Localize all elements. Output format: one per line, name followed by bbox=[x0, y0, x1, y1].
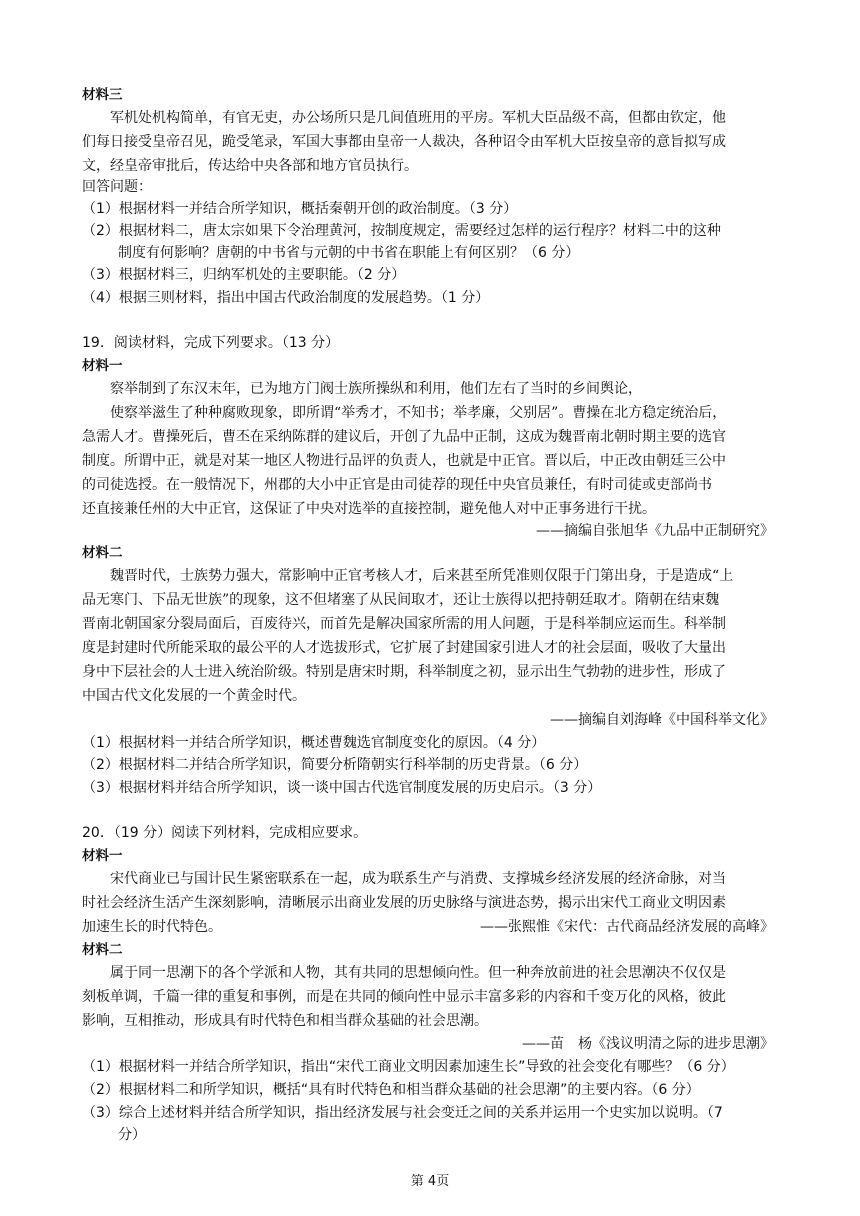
q19-material-1-line: 制度。所谓中正，就是对某一地区人物进行品评的负责人，也就是中正官。晋以后，中正改由朝廷三公中 bbox=[82, 453, 726, 469]
q20-material-1-label: 材料一 bbox=[82, 848, 123, 864]
material-3-paragraph-line: 文，经皇帝审批后，传达给中央各部和地方官员执行。 bbox=[82, 158, 418, 174]
q19-material-1-label: 材料一 bbox=[82, 358, 123, 374]
question-item: （2）根据材料二和所学知识，概括“具有时代特色和相当群众基础的社会思潮”的主要内容。（6 分） bbox=[82, 1082, 700, 1098]
question-item: （1）根据材料一并结合所学知识，概括秦朝开创的政治制度。（3 分） bbox=[82, 201, 518, 217]
question-item: （2）根据材料二并结合所学知识，简要分析隋朝实行科举制的历史背景。（6 分） bbox=[82, 757, 588, 773]
question-item: （1）根据材料一并结合所学知识，指出“宋代工商业文明因素加速生长”导致的社会变化有哪些？（6 分） bbox=[82, 1059, 735, 1075]
q20-material-1-source: ——张熙惟《宋代：古代商品经济发展的高峰》 bbox=[480, 919, 774, 935]
q20-material-1-line: 宋代商业已与国计民生紧密联系在一起，成为联系生产与消费、支撑城乡经济发展的经济命脉，对当 bbox=[110, 871, 726, 887]
q19-material-2-source: ——摘编自刘海峰《中国科举文化》 bbox=[550, 712, 774, 728]
q20-material-2-source: ——苗 杨《浅议明清之际的进步思潮》 bbox=[522, 1036, 774, 1052]
question-item-continuation: 分） bbox=[118, 1127, 146, 1143]
question-20-title: 20．（19 分）阅读下列材料，完成相应要求。 bbox=[82, 825, 368, 841]
q19-material-2-line: 晋南北朝国家分裂局面后，百废待兴，而首先是解决国家所需的用人问题，于是科举制应运而生。科举制 bbox=[82, 616, 726, 632]
q19-material-1-line: 还直接兼任州的大中正官，这保证了中央对选举的直接控制，避免他人对中正事务进行干扰。 bbox=[82, 501, 656, 517]
q19-material-1-line: 使察举滋生了种种腐败现象，即所谓“举秀才，不知书；举孝廉，父别居”。曹操在北方稳定统治后， bbox=[110, 405, 727, 421]
q19-material-1-line: 察举制到了东汉末年，已为地方门阀士族所操纵和利用，他们左右了当时的乡间舆论， bbox=[110, 381, 642, 397]
q20-material-2-label: 材料二 bbox=[82, 942, 123, 958]
q19-material-1-source: ——摘编自张旭华《九品中正制研究》 bbox=[536, 523, 774, 539]
q19-material-2-line: 中国古代文化发展的一个黄金时代。 bbox=[82, 688, 306, 704]
question-item: （3）综合上述材料并结合所学知识，指出经济发展与社会变迁之间的关系并运用一个史实加以说明。（7 bbox=[82, 1105, 723, 1121]
q19-material-1-line: 的司徒选授。在一般情况下，州郡的大小中正官是由司徒荐的现任中央官员兼任，有时司徒或吏部尚书 bbox=[82, 477, 712, 493]
q19-material-1-line: 急需人才。曹操死后，曹丕在采纳陈群的建议后，开创了九品中正制，这成为魏晋南北朝时期主要的选官 bbox=[82, 429, 726, 445]
q19-material-2-line: 度是封建时代所能采取的最公平的人才选拔形式，它扩展了封建国家引进人才的社会层面，吸收了大量出 bbox=[82, 640, 726, 656]
answer-prompt: 回答问题： bbox=[82, 179, 152, 195]
q19-material-2-line: 身中下层社会的人士进入统治阶级。特别是唐宋时期，科举制度之初，显示出生气勃勃的进步性，形成了 bbox=[82, 664, 726, 680]
q20-material-1-line: 加速生长的时代特色。 bbox=[82, 919, 222, 935]
question-item-continuation: 制度有何影响？唐朝的中书省与元朝的中书省在职能上有何区别？（6 分） bbox=[118, 245, 580, 261]
question-19-title: 19．阅读材料，完成下列要求。（13 分） bbox=[82, 335, 340, 351]
q19-material-2-line: 魏晋时代，士族势力强大，常影响中正官考核人才，后来甚至所凭准则仅限于门第出身，于是造成“上 bbox=[110, 568, 734, 584]
question-item: （2）根据材料二，唐太宗如果下令治理黄河，按制度规定，需要经过怎样的运行程序？材料二中的这种 bbox=[82, 223, 721, 239]
material-3-label: 材料三 bbox=[82, 87, 123, 103]
q20-material-2-line: 影响，互相推动，形成具有时代特色和相当群众基础的社会思潮。 bbox=[82, 1013, 488, 1029]
q20-material-2-line: 属于同一思潮下的各个学派和人物，其有共同的思想倾向性。但一种奔放前进的社会思潮决不仅仅是 bbox=[110, 965, 726, 981]
question-item: （3）根据材料三，归纳军机处的主要职能。（2 分） bbox=[82, 267, 406, 283]
q20-material-1-line: 时社会经济生活产生深刻影响，清晰展示出商业发展的历史脉络与演进态势，揭示出宋代工商业文明因素 bbox=[82, 895, 726, 911]
q19-material-2-line: 品无寒门、下品无世族”的现象，这不但堵塞了从民间取才，还让士族得以把持朝廷取才。隋朝在结束魏 bbox=[82, 592, 720, 608]
q20-material-2-line: 刻板单调，千篇一律的重复和事例，而是在共同的倾向性中显示丰富多彩的内容和千变万化的风格，彼此 bbox=[82, 989, 726, 1005]
material-3-paragraph-line: 们每日接受皇帝召见，跪受笔录，军国大事都由皇帝一人裁决，各种诏令由军机大臣按皇帝的意旨拟写成 bbox=[82, 134, 726, 150]
question-item: （1）根据材料一并结合所学知识，概述曹魏选官制度变化的原因。（4 分） bbox=[82, 735, 546, 751]
material-3-paragraph-line: 军机处机构简单，有官无吏，办公场所只是几间值班用的平房。军机大臣品级不高，但都由钦定，他 bbox=[110, 110, 726, 126]
page-number: 第 4页 bbox=[410, 1174, 450, 1189]
question-item: （3）根据材料并结合所学知识，谈一谈中国古代选官制度发展的历史启示。（3 分） bbox=[82, 780, 602, 796]
question-item: （4）根据三则材料，指出中国古代政治制度的发展趋势。（1 分） bbox=[82, 290, 490, 306]
q19-material-2-label: 材料二 bbox=[82, 545, 123, 561]
